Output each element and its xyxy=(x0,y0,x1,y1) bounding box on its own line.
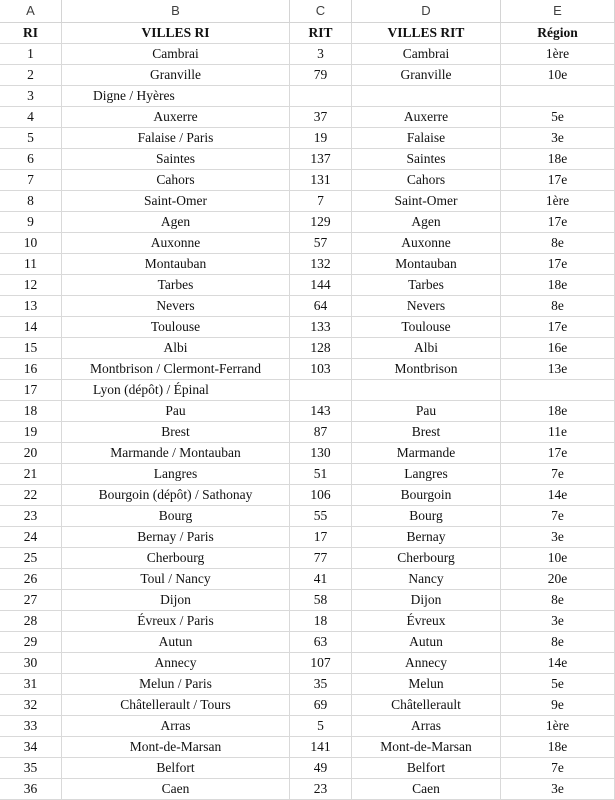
cell-region[interactable]: 3e xyxy=(501,779,615,799)
cell-ri[interactable]: 31 xyxy=(0,674,62,694)
cell-villes-rit[interactable]: Autun xyxy=(352,632,501,652)
cell-ri[interactable]: 8 xyxy=(0,191,62,211)
cell-ri[interactable]: 10 xyxy=(0,233,62,253)
cell-villes-ri[interactable]: Tarbes xyxy=(62,275,290,295)
cell-villes-ri[interactable]: Agen xyxy=(62,212,290,232)
cell-rit[interactable]: 107 xyxy=(290,653,352,673)
cell-villes-rit[interactable]: Auxonne xyxy=(352,233,501,253)
table-row xyxy=(0,611,615,632)
cell-villes-ri[interactable]: Belfort xyxy=(62,758,290,778)
cell-ri[interactable]: 15 xyxy=(0,338,62,358)
cell-villes-rit[interactable]: Brest xyxy=(352,422,501,442)
cell-rit[interactable]: 7 xyxy=(290,191,352,211)
cell-rit[interactable]: 141 xyxy=(290,737,352,757)
cell-region[interactable]: 7e xyxy=(501,464,615,484)
cell-villes-ri[interactable]: Dijon xyxy=(62,590,290,610)
cell-ri[interactable]: 16 xyxy=(0,359,62,379)
table-row xyxy=(0,170,615,191)
cell-villes-ri[interactable]: Auxonne xyxy=(62,233,290,253)
cell-ri[interactable]: 6 xyxy=(0,149,62,169)
table-row xyxy=(0,191,615,212)
cell-rit[interactable]: 17 xyxy=(290,527,352,547)
table-row xyxy=(0,443,615,464)
cell-villes-rit[interactable]: Arras xyxy=(352,716,501,736)
cell-villes-rit[interactable]: Langres xyxy=(352,464,501,484)
cell-villes-ri[interactable]: Mont-de-Marsan xyxy=(62,737,290,757)
cell-rit[interactable]: 131 xyxy=(290,170,352,190)
cell-villes-ri[interactable]: Albi xyxy=(62,338,290,358)
table-row xyxy=(0,338,615,359)
cell-villes-ri[interactable]: Falaise / Paris xyxy=(62,128,290,148)
cell-rit[interactable]: 132 xyxy=(290,254,352,274)
table-row xyxy=(0,422,615,443)
cell-ri[interactable]: 35 xyxy=(0,758,62,778)
cell-villes-ri[interactable]: Annecy xyxy=(62,653,290,673)
cell-region[interactable]: 8e xyxy=(501,296,615,316)
cell-villes-ri[interactable]: Lyon (dépôt) / Épinal xyxy=(62,380,290,400)
cell-villes-ri[interactable]: Bernay / Paris xyxy=(62,527,290,547)
column-letter-e[interactable]: E xyxy=(501,0,615,22)
cell-region[interactable]: 8e xyxy=(501,590,615,610)
cell-rit[interactable]: 37 xyxy=(290,107,352,127)
cell-rit[interactable]: 79 xyxy=(290,65,352,85)
cell-villes-rit[interactable] xyxy=(352,86,501,106)
cell-villes-rit[interactable]: Saintes xyxy=(352,149,501,169)
cell-rit[interactable]: 143 xyxy=(290,401,352,421)
cell-villes-rit[interactable]: Auxerre xyxy=(352,107,501,127)
table-row xyxy=(0,695,615,716)
cell-villes-ri[interactable]: Langres xyxy=(62,464,290,484)
cell-rit[interactable]: 19 xyxy=(290,128,352,148)
table-row xyxy=(0,401,615,422)
header-cell-rit[interactable]: RIT xyxy=(290,23,352,43)
cell-region[interactable]: 13e xyxy=(501,359,615,379)
table-row xyxy=(0,779,615,800)
cell-region[interactable]: 18e xyxy=(501,401,615,421)
cell-ri[interactable]: 20 xyxy=(0,443,62,463)
cell-villes-ri[interactable]: Digne / Hyères xyxy=(62,86,290,106)
column-letter-c[interactable]: C xyxy=(290,0,352,22)
table-row xyxy=(0,317,615,338)
cell-region[interactable]: 17e xyxy=(501,170,615,190)
cell-ri[interactable]: 33 xyxy=(0,716,62,736)
cell-villes-rit[interactable]: Bourg xyxy=(352,506,501,526)
cell-region[interactable]: 17e xyxy=(501,212,615,232)
cell-villes-rit[interactable]: Cherbourg xyxy=(352,548,501,568)
cell-region[interactable]: 7e xyxy=(501,506,615,526)
cell-ri[interactable]: 2 xyxy=(0,65,62,85)
cell-rit[interactable]: 137 xyxy=(290,149,352,169)
cell-ri[interactable]: 17 xyxy=(0,380,62,400)
cell-villes-rit[interactable]: Albi xyxy=(352,338,501,358)
cell-region[interactable]: 18e xyxy=(501,275,615,295)
table-row xyxy=(0,590,615,611)
cell-region[interactable]: 5e xyxy=(501,674,615,694)
cell-villes-rit[interactable]: Bernay xyxy=(352,527,501,547)
cell-ri[interactable]: 22 xyxy=(0,485,62,505)
cell-villes-rit[interactable]: Cambrai xyxy=(352,44,501,64)
cell-region[interactable]: 3e xyxy=(501,611,615,631)
cell-ri[interactable]: 1 xyxy=(0,44,62,64)
table-row xyxy=(0,275,615,296)
header-cell-ri[interactable]: RI xyxy=(0,23,62,43)
cell-villes-ri[interactable]: Cherbourg xyxy=(62,548,290,568)
column-header-bar xyxy=(0,0,615,23)
table-row xyxy=(0,485,615,506)
cell-region[interactable]: 1ère xyxy=(501,191,615,211)
cell-ri[interactable]: 18 xyxy=(0,401,62,421)
table-row xyxy=(0,128,615,149)
table-row xyxy=(0,527,615,548)
cell-rit[interactable]: 5 xyxy=(290,716,352,736)
table-row xyxy=(0,233,615,254)
cell-ri[interactable]: 4 xyxy=(0,107,62,127)
cell-ri[interactable]: 29 xyxy=(0,632,62,652)
cell-region[interactable]: 18e xyxy=(501,149,615,169)
cell-rit[interactable]: 77 xyxy=(290,548,352,568)
cell-villes-rit[interactable]: Dijon xyxy=(352,590,501,610)
cell-villes-rit[interactable]: Belfort xyxy=(352,758,501,778)
table-row xyxy=(0,674,615,695)
cell-region[interactable]: 7e xyxy=(501,758,615,778)
cell-villes-rit[interactable] xyxy=(352,380,501,400)
cell-villes-ri[interactable]: Toul / Nancy xyxy=(62,569,290,589)
cell-villes-ri[interactable]: Brest xyxy=(62,422,290,442)
cell-ri[interactable]: 7 xyxy=(0,170,62,190)
table-row xyxy=(0,569,615,590)
cell-villes-ri[interactable]: Châtellerault / Tours xyxy=(62,695,290,715)
cell-villes-ri[interactable]: Saint-Omer xyxy=(62,191,290,211)
cell-ri[interactable]: 19 xyxy=(0,422,62,442)
cell-villes-rit[interactable]: Agen xyxy=(352,212,501,232)
table-row xyxy=(0,212,615,233)
cell-villes-ri[interactable]: Arras xyxy=(62,716,290,736)
cell-villes-ri[interactable]: Saintes xyxy=(62,149,290,169)
cell-villes-ri[interactable]: Melun / Paris xyxy=(62,674,290,694)
header-cell-region[interactable]: Région xyxy=(501,23,615,43)
header-cell-villes-rit[interactable]: VILLES RIT xyxy=(352,23,501,43)
cell-villes-rit[interactable]: Évreux xyxy=(352,611,501,631)
cell-villes-rit[interactable]: Montbrison xyxy=(352,359,501,379)
table-row xyxy=(0,548,615,569)
cell-region[interactable]: 17e xyxy=(501,254,615,274)
cell-villes-ri[interactable]: Autun xyxy=(62,632,290,652)
table-row xyxy=(0,65,615,86)
cell-rit[interactable]: 133 xyxy=(290,317,352,337)
cell-ri[interactable]: 21 xyxy=(0,464,62,484)
table-row xyxy=(0,149,615,170)
cell-villes-rit[interactable]: Montauban xyxy=(352,254,501,274)
cell-region[interactable]: 18e xyxy=(501,737,615,757)
cell-rit[interactable] xyxy=(290,380,352,400)
cell-ri[interactable]: 27 xyxy=(0,590,62,610)
cell-region[interactable]: 20e xyxy=(501,569,615,589)
cell-rit[interactable]: 51 xyxy=(290,464,352,484)
table-row xyxy=(0,107,615,128)
cell-region[interactable]: 17e xyxy=(501,317,615,337)
cell-rit[interactable]: 49 xyxy=(290,758,352,778)
table-row xyxy=(0,716,615,737)
header-cell-villes-ri[interactable]: VILLES RI xyxy=(62,23,290,43)
cell-villes-rit[interactable]: Saint-Omer xyxy=(352,191,501,211)
cell-villes-rit[interactable]: Falaise xyxy=(352,128,501,148)
table-row xyxy=(0,737,615,758)
cell-villes-rit[interactable]: Mont-de-Marsan xyxy=(352,737,501,757)
cell-villes-rit[interactable]: Toulouse xyxy=(352,317,501,337)
cell-region[interactable]: 5e xyxy=(501,107,615,127)
cell-region[interactable]: 10e xyxy=(501,548,615,568)
cell-region[interactable]: 3e xyxy=(501,128,615,148)
cell-villes-rit[interactable]: Cahors xyxy=(352,170,501,190)
cell-villes-rit[interactable]: Châtellerault xyxy=(352,695,501,715)
cell-ri[interactable]: 28 xyxy=(0,611,62,631)
cell-villes-rit[interactable]: Bourgoin xyxy=(352,485,501,505)
table-row xyxy=(0,632,615,653)
table-row xyxy=(0,758,615,779)
cell-ri[interactable]: 14 xyxy=(0,317,62,337)
cell-ri[interactable]: 24 xyxy=(0,527,62,547)
cell-villes-ri[interactable]: Cahors xyxy=(62,170,290,190)
cell-rit[interactable]: 103 xyxy=(290,359,352,379)
cell-villes-rit[interactable]: Caen xyxy=(352,779,501,799)
table-row xyxy=(0,86,615,107)
cell-villes-ri[interactable]: Évreux / Paris xyxy=(62,611,290,631)
cell-villes-rit[interactable]: Tarbes xyxy=(352,275,501,295)
cell-region[interactable] xyxy=(501,380,615,400)
cell-region[interactable]: 17e xyxy=(501,443,615,463)
cell-region[interactable] xyxy=(501,86,615,106)
cell-rit[interactable]: 35 xyxy=(290,674,352,694)
cell-rit[interactable]: 57 xyxy=(290,233,352,253)
cell-region[interactable]: 1ère xyxy=(501,44,615,64)
cell-villes-ri[interactable]: Auxerre xyxy=(62,107,290,127)
cell-villes-ri[interactable]: Cambrai xyxy=(62,44,290,64)
cell-villes-rit[interactable]: Granville xyxy=(352,65,501,85)
cell-ri[interactable]: 12 xyxy=(0,275,62,295)
cell-rit[interactable]: 87 xyxy=(290,422,352,442)
cell-ri[interactable]: 23 xyxy=(0,506,62,526)
cell-ri[interactable]: 30 xyxy=(0,653,62,673)
cell-rit[interactable]: 63 xyxy=(290,632,352,652)
cell-rit[interactable]: 69 xyxy=(290,695,352,715)
table-row xyxy=(0,254,615,275)
cell-rit[interactable]: 58 xyxy=(290,590,352,610)
cell-villes-ri[interactable]: Caen xyxy=(62,779,290,799)
cell-rit[interactable] xyxy=(290,86,352,106)
cell-rit[interactable]: 55 xyxy=(290,506,352,526)
column-letter-b[interactable]: B xyxy=(62,0,290,22)
cell-rit[interactable]: 106 xyxy=(290,485,352,505)
table-row xyxy=(0,506,615,527)
column-letter-d[interactable]: D xyxy=(352,0,501,22)
table-row xyxy=(0,296,615,317)
cell-region[interactable]: 3e xyxy=(501,527,615,547)
cell-villes-ri[interactable]: Marmande / Montauban xyxy=(62,443,290,463)
cell-ri[interactable]: 11 xyxy=(0,254,62,274)
cell-villes-rit[interactable]: Nevers xyxy=(352,296,501,316)
cell-rit[interactable]: 129 xyxy=(290,212,352,232)
cell-ri[interactable]: 26 xyxy=(0,569,62,589)
cell-villes-ri[interactable]: Pau xyxy=(62,401,290,421)
table-row xyxy=(0,380,615,401)
cell-villes-rit[interactable]: Annecy xyxy=(352,653,501,673)
cell-region[interactable]: 8e xyxy=(501,233,615,253)
cell-villes-ri[interactable]: Bourg xyxy=(62,506,290,526)
cell-villes-rit[interactable]: Nancy xyxy=(352,569,501,589)
cell-rit[interactable]: 128 xyxy=(290,338,352,358)
cell-villes-ri[interactable]: Toulouse xyxy=(62,317,290,337)
cell-region[interactable]: 11e xyxy=(501,422,615,442)
cell-region[interactable]: 14e xyxy=(501,653,615,673)
table-row xyxy=(0,44,615,65)
cell-region[interactable]: 1ère xyxy=(501,716,615,736)
cell-rit[interactable]: 144 xyxy=(290,275,352,295)
table-body xyxy=(0,44,615,800)
cell-region[interactable]: 16e xyxy=(501,338,615,358)
cell-region[interactable]: 9e xyxy=(501,695,615,715)
table-row xyxy=(0,464,615,485)
cell-rit[interactable]: 3 xyxy=(290,44,352,64)
cell-rit[interactable]: 41 xyxy=(290,569,352,589)
cell-villes-ri[interactable]: Nevers xyxy=(62,296,290,316)
cell-ri[interactable]: 5 xyxy=(0,128,62,148)
column-letter-a[interactable]: A xyxy=(0,0,62,22)
cell-rit[interactable]: 130 xyxy=(290,443,352,463)
cell-ri[interactable]: 36 xyxy=(0,779,62,799)
cell-ri[interactable]: 34 xyxy=(0,737,62,757)
cell-rit[interactable]: 23 xyxy=(290,779,352,799)
cell-region[interactable]: 10e xyxy=(501,65,615,85)
cell-rit[interactable]: 64 xyxy=(290,296,352,316)
cell-ri[interactable]: 13 xyxy=(0,296,62,316)
table-row xyxy=(0,653,615,674)
cell-region[interactable]: 8e xyxy=(501,632,615,652)
cell-villes-rit[interactable]: Pau xyxy=(352,401,501,421)
cell-region[interactable]: 14e xyxy=(501,485,615,505)
cell-villes-ri[interactable]: Bourgoin (dépôt) / Sathonay xyxy=(62,485,290,505)
cell-villes-rit[interactable]: Marmande xyxy=(352,443,501,463)
table-row xyxy=(0,359,615,380)
cell-ri[interactable]: 32 xyxy=(0,695,62,715)
cell-villes-rit[interactable]: Melun xyxy=(352,674,501,694)
cell-rit[interactable]: 18 xyxy=(290,611,352,631)
table-header-row xyxy=(0,23,615,44)
cell-villes-ri[interactable]: Montauban xyxy=(62,254,290,274)
cell-villes-ri[interactable]: Montbrison / Clermont-Ferrand xyxy=(62,359,290,379)
cell-ri[interactable]: 9 xyxy=(0,212,62,232)
cell-ri[interactable]: 25 xyxy=(0,548,62,568)
cell-ri[interactable]: 3 xyxy=(0,86,62,106)
cell-villes-ri[interactable]: Granville xyxy=(62,65,290,85)
